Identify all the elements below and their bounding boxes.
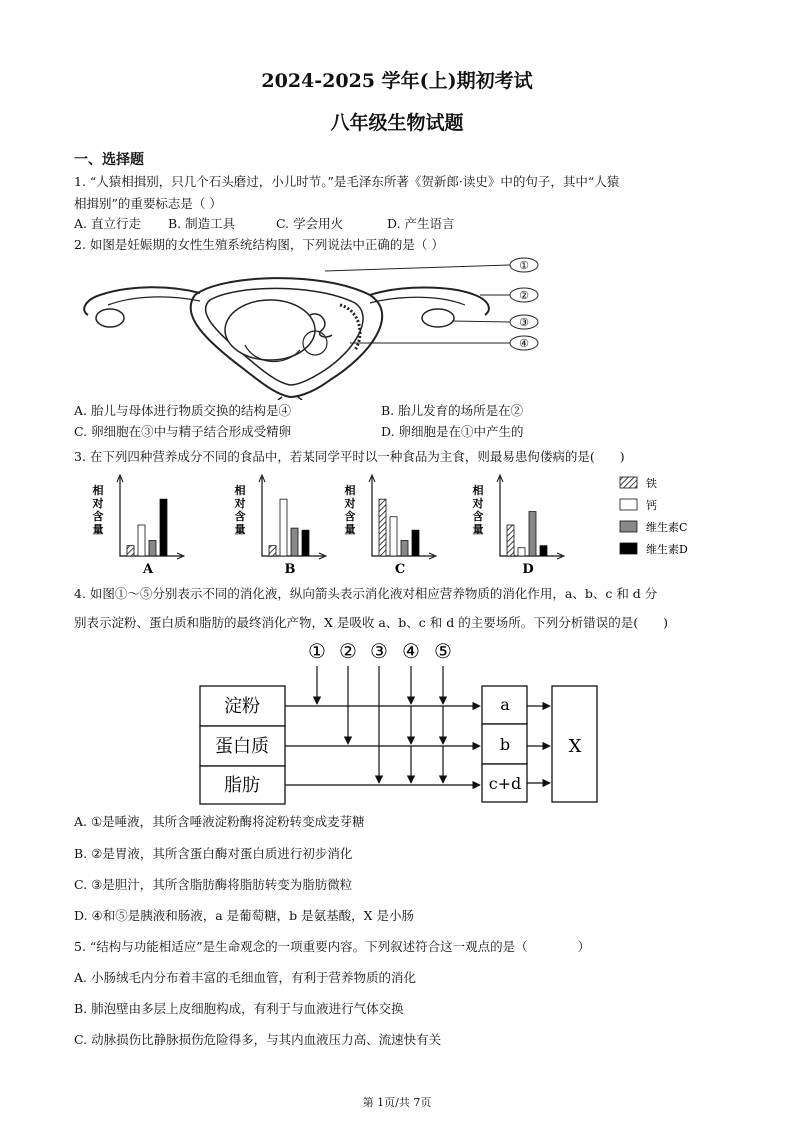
q2-option-c: C. 卵细胞在③中与精子结合形成受精卵 [74,424,292,439]
chart-d-ylabel-char: 对 [472,497,484,510]
reproductive-system-diagram [70,255,550,400]
q5-option-a: A. 小肠绒毛内分布着丰富的毛细血管，有利于营养物质的消化 [74,970,416,985]
chart-c-ylabel-char: 相 [344,484,356,497]
chart-b-ylabel-char: 相 [234,484,246,497]
chart-a-ylabel-char: 含 [92,510,104,523]
q2-option-d: D. 卵细胞是在①中产生的 [381,424,524,439]
bar-d-vitamin-d [540,546,547,556]
q4-option-d: D. ④和⑤是胰液和肠液，a 是葡萄糖，b 是氨基酸，X 是小肠 [74,908,415,923]
bar-c-vitamin-d [412,530,419,556]
exam-title: 2024-2025 学年(上)期初考试 [261,70,533,92]
juice-3: ③ [370,639,388,663]
section-heading: 一、选择题 [74,152,144,168]
q4-option-c: C. ③是胆汁，其所含脂肪酶将脂肪转变为脂肪微粒 [74,877,353,892]
juice-1: ① [308,639,326,663]
q2-stem: 2. 如图是妊娠期的女性生殖系统结构图，下列说法中正确的是（ ） [74,237,444,252]
chart-c [344,475,437,577]
label-3: ③ [519,316,529,329]
label-2: ② [519,289,529,302]
chart-d-label: D [522,562,534,577]
chart-b [234,475,327,577]
bar-d-vitamin-c [529,512,536,556]
nutrient-bar-charts [90,472,710,578]
chart-a-ylabel-char: 对 [92,497,104,510]
bar-b-vitamin-c [291,528,298,556]
legend-swatch-iron [620,477,637,488]
label-1: ① [519,259,529,272]
bar-a-vitamin-c [149,541,156,557]
chart-a-label: A [142,562,154,577]
chart-c-ylabel-char: 对 [344,497,356,510]
bar-b-vitamin-d [302,530,309,556]
label-4: ④ [519,337,529,350]
product-a: a [500,695,510,714]
chart-d-ylabel-char: 相 [472,484,484,497]
legend-calcium: 钙 [646,499,657,512]
chart-c-label: C [394,562,406,577]
chart-b-ylabel-char: 对 [234,497,246,510]
chart-d-ylabel-char: 量 [472,523,484,536]
chart-a-ylabel-char: 量 [92,523,104,536]
juice-4: ④ [402,639,420,663]
q3-stem: 3. 在下列四种营养成分不同的食品中，若某同学平时以一种食品为主食，则最易患佝偻病的是( ) [74,449,625,464]
chart-a-ylabel-char: 相 [92,484,104,497]
bar-b-iron [269,546,276,556]
bar-a-iron [127,546,134,556]
exam-subtitle: 八年级生物试题 [330,112,464,134]
bar-c-iron [379,499,386,556]
chart-a [92,475,185,577]
q1-option-d: D. 产生语言 [387,216,455,231]
q1-option-a: A. 直立行走 [74,216,141,231]
juice-5: ⑤ [434,639,452,663]
legend-vitamin-c: 维生素C [646,521,688,534]
legend-swatch-vitamin-d [620,543,637,554]
q5-option-b: B. 肺泡壁由多层上皮细胞构成，有利于与血液进行气体交换 [74,1001,404,1016]
legend-vitamin-d: 维生素D [646,543,688,556]
q4-stem-line2: 别表示淀粉、蛋白质和脂肪的最终消化产物，X 是吸收 a、b、c 和 d 的主要场所。下列分析错误的是( ) [74,615,668,630]
product-b: b [499,735,511,754]
bar-c-calcium [390,517,397,556]
q1-stem-line2: 相揖别”的重要标志是（ ） [74,196,222,211]
bar-b-calcium [280,499,287,556]
bar-d-calcium [518,548,525,556]
chart-c-ylabel-char: 含 [344,510,356,523]
q4-option-b: B. ②是胃液，其所含蛋白酶对蛋白质进行初步消化 [74,846,353,861]
chart-c-ylabel-char: 量 [344,523,356,536]
q5-stem: 5. “结构与功能相适应”是生命观念的一项重要内容。下列叙述符合这一观点的是（ ） [74,939,591,954]
nutrient-fat: 脂肪 [224,775,260,796]
q1-option-b: B. 制造工具 [168,216,236,231]
bar-a-vitamin-d [160,499,167,556]
chart-b-ylabel-char: 量 [234,523,246,536]
nutrient-protein: 蛋白质 [215,736,269,757]
q4-option-a: A. ①是唾液，其所含唾液淀粉酶将淀粉转变成麦芽糖 [74,814,365,829]
legend-swatch-vitamin-c [620,521,637,532]
q5-option-c: C. 动脉损伤比静脉损伤危险得多，与其内血液压力高、流速快有关 [74,1032,442,1047]
legend-swatch-calcium [620,499,637,510]
chart-d [472,475,565,577]
bar-c-vitamin-c [401,541,408,557]
q2-option-b: B. 胎儿发育的场所是在② [381,403,524,418]
chart-d-ylabel-char: 含 [472,510,484,523]
juice-2: ② [339,639,357,663]
q4-stem-line1: 4. 如图①～⑤分别表示不同的消化液，纵向箭头表示消化液对相应营养物质的消化作用，a、b、c 和 d 分 [74,586,658,601]
bar-d-iron [507,525,514,556]
digestion-flow-diagram [195,636,605,806]
chart-b-label: B [284,562,296,577]
legend-iron: 铁 [646,477,657,490]
q2-option-a: A. 胎儿与母体进行物质交换的结构是④ [74,403,291,418]
page-footer: 第 1页/共 7页 [362,1096,432,1109]
chart-b-ylabel-char: 含 [234,510,246,523]
q1-option-c: C. 学会用火 [276,216,344,231]
nutrient-starch: 淀粉 [224,696,260,717]
absorption-site-x: X [568,736,582,757]
bar-a-calcium [138,525,145,556]
q1-stem-line1: 1. “人猿相揖别，只几个石头磨过，小儿时节。”是毛泽东所著《贺新郎·读史》中的句子，其中“人猿 [74,174,620,189]
product-c-d: c+d [488,774,522,793]
